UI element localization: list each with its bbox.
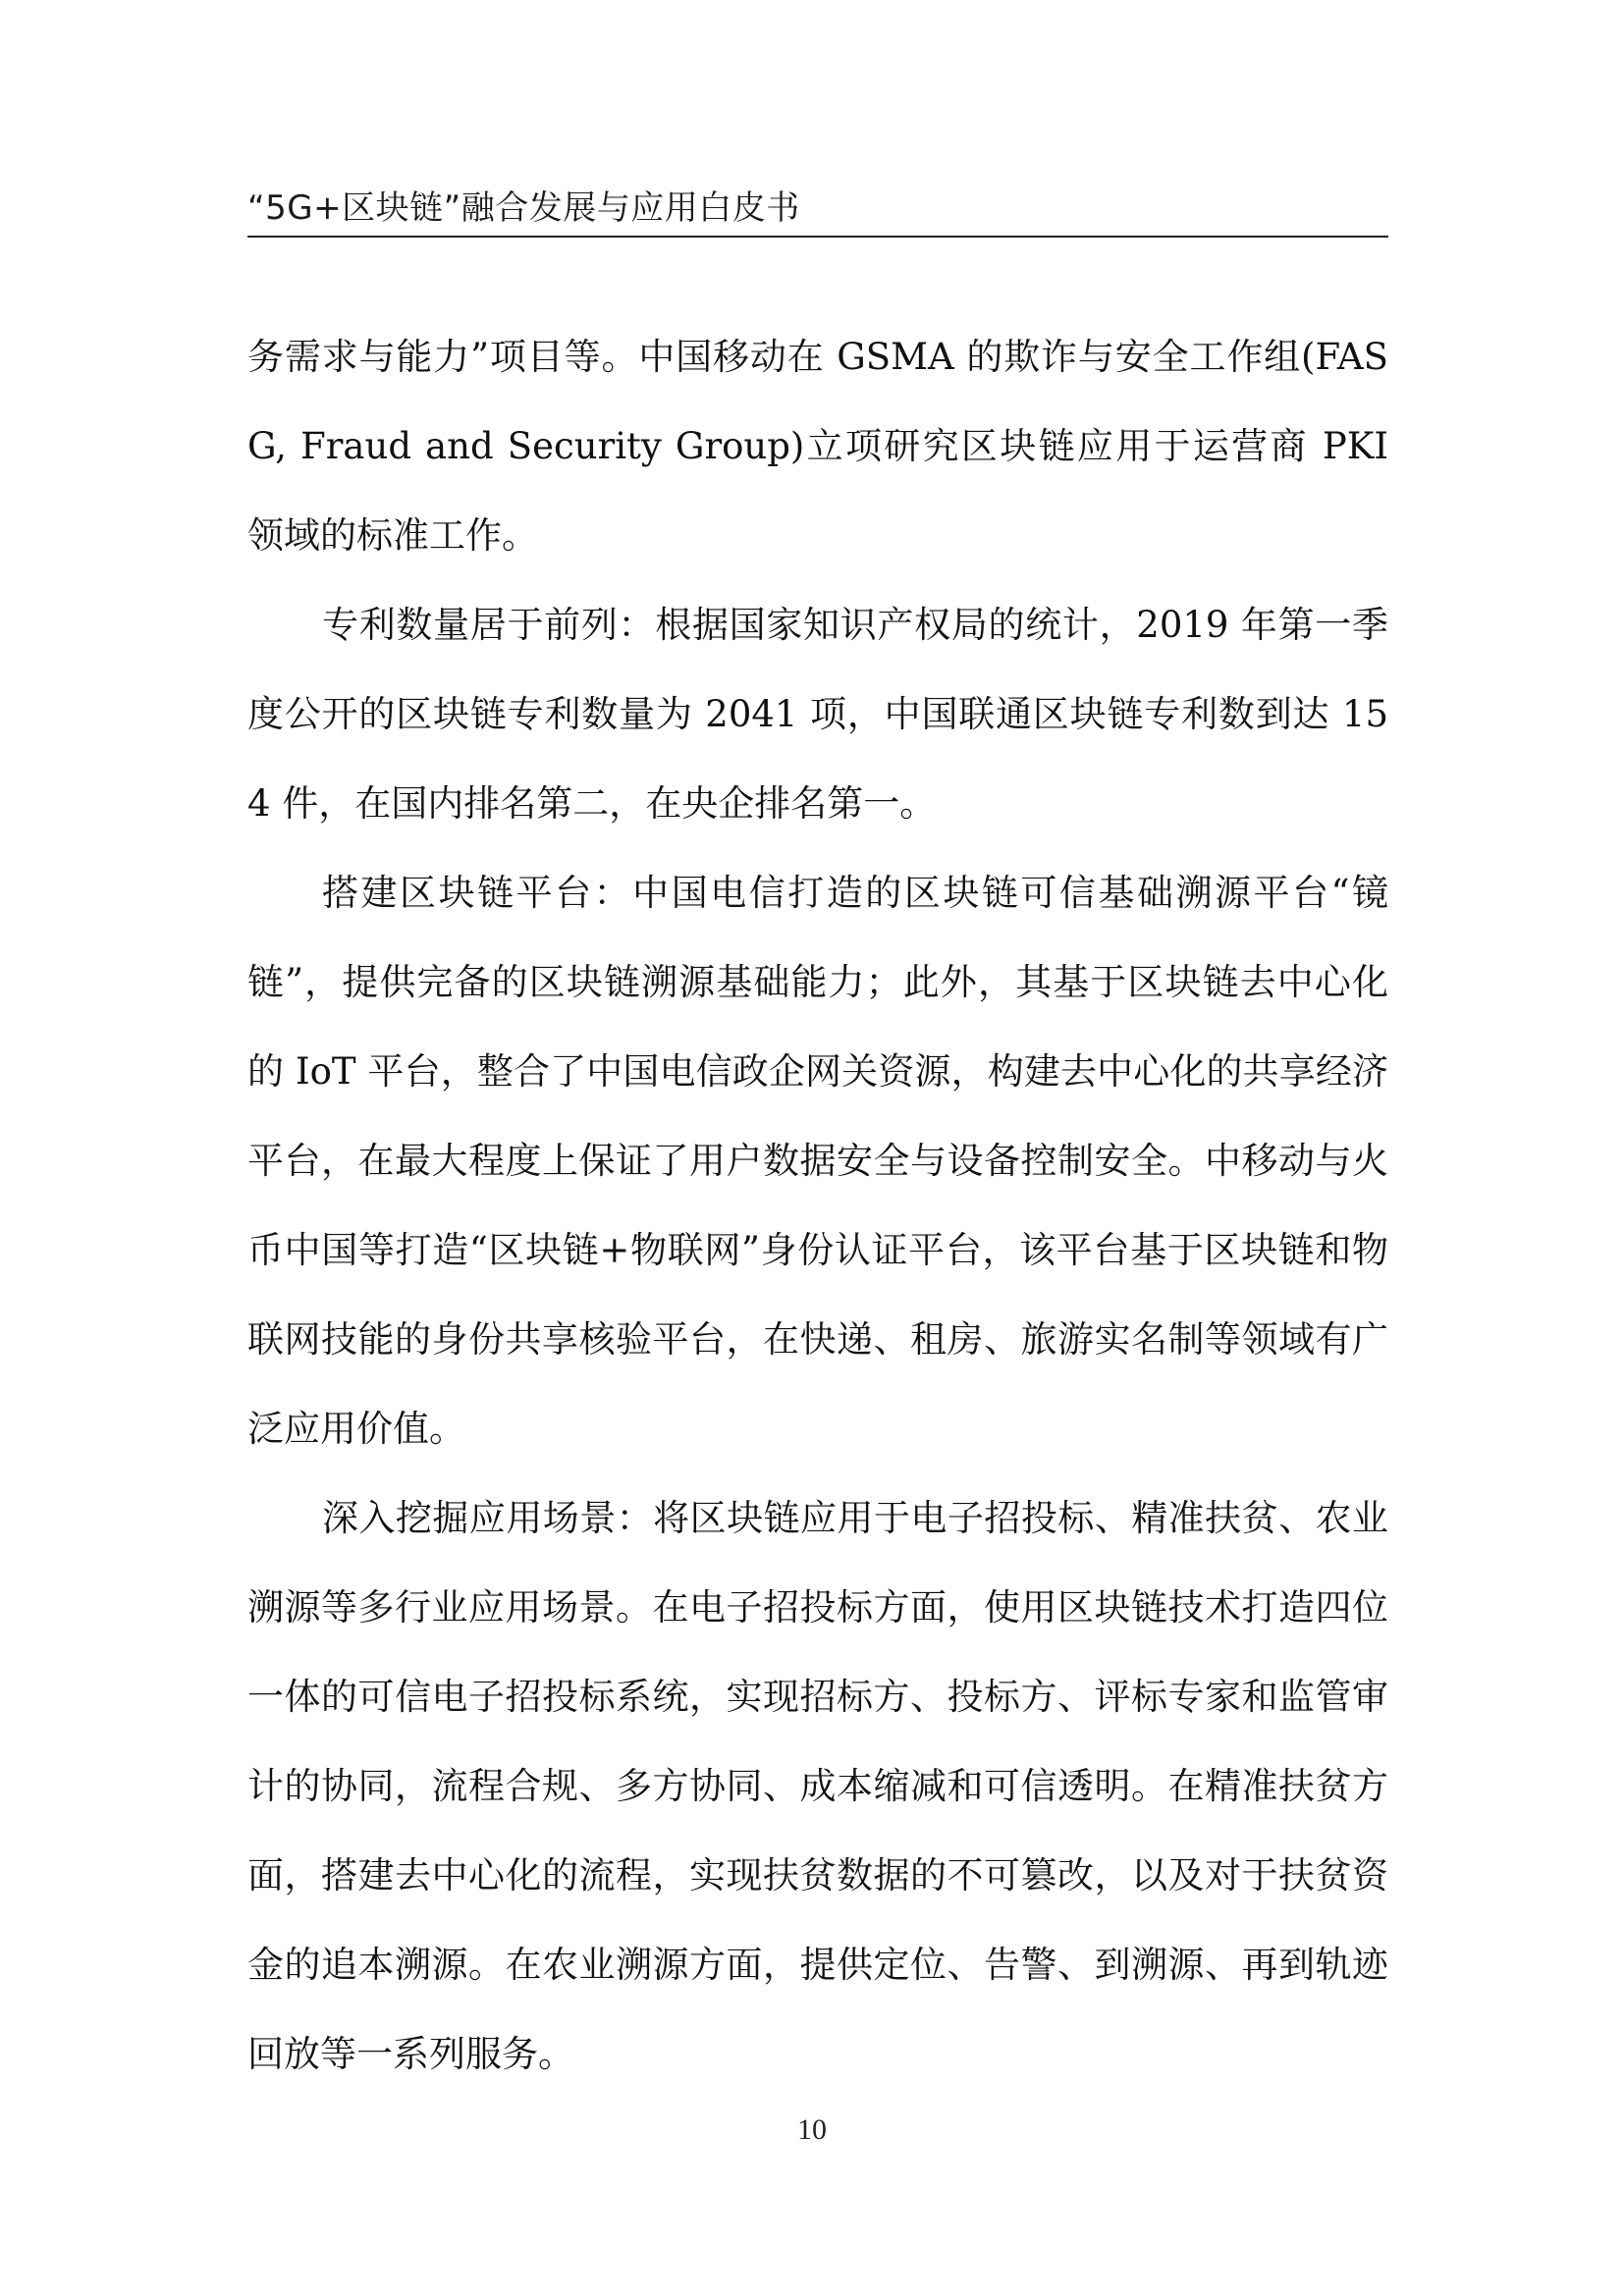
paragraph-platform: 搭建区块链平台：中国电信打造的区块链可信基础溯源平台“镜链”，提供完备的区块链溯源基础能力；此外，其基于区块链去中心化的 IoT 平台，整合了中国电信政企网关资源，构建去中心化的共享经济平台，在最大程度上保证了用户数据安全与设备控制安全。中移动与火币中国等打造“区块链+物联网”身份认证平台，该平台基于区块链和物联网技能的身份共享核验平台，在快递、租房、旅游实名制等领域有广泛应用价值。: [247, 872, 1388, 1450]
header-divider: [247, 236, 1388, 238]
paragraph-scenarios: 深入挖掘应用场景：将区块链应用于电子招投标、精准扶贫、农业溯源等多行业应用场景。在电子招投标方面，使用区块链技术打造四位一体的可信电子招投标系统，实现招标方、投标方、评标专家和监管审计的协同，流程合规、多方协同、成本缩减和可信透明。在精准扶贫方面，搭建去中心化的流程，实现扶贫数据的不可篡改，以及对于扶贫资金的追本溯源。在农业溯源方面，提供定位、告警、到溯源、再到轨迹回放等一系列服务。: [247, 1497, 1388, 2075]
paragraph-patents: 专利数量居于前列：根据国家知识产权局的统计，2019 年第一季度公开的区块链专利数量为 2041 项，中国联通区块链专利数到达 154 件，在国内排名第二，在央企排名第一。: [247, 604, 1388, 825]
paragraph-continuation: 务需求与能力”项目等。中国移动在 GSMA 的欺诈与安全工作组(FASG, Fraud and Security Group)立项研究区块链应用于运营商 PKI 领域的标准工作。: [247, 336, 1388, 557]
body-text: [247, 312, 1388, 2099]
page-number: 10: [797, 2113, 827, 2146]
running-header: “5G+区块链”融合发展与应用白皮书: [247, 188, 800, 228]
